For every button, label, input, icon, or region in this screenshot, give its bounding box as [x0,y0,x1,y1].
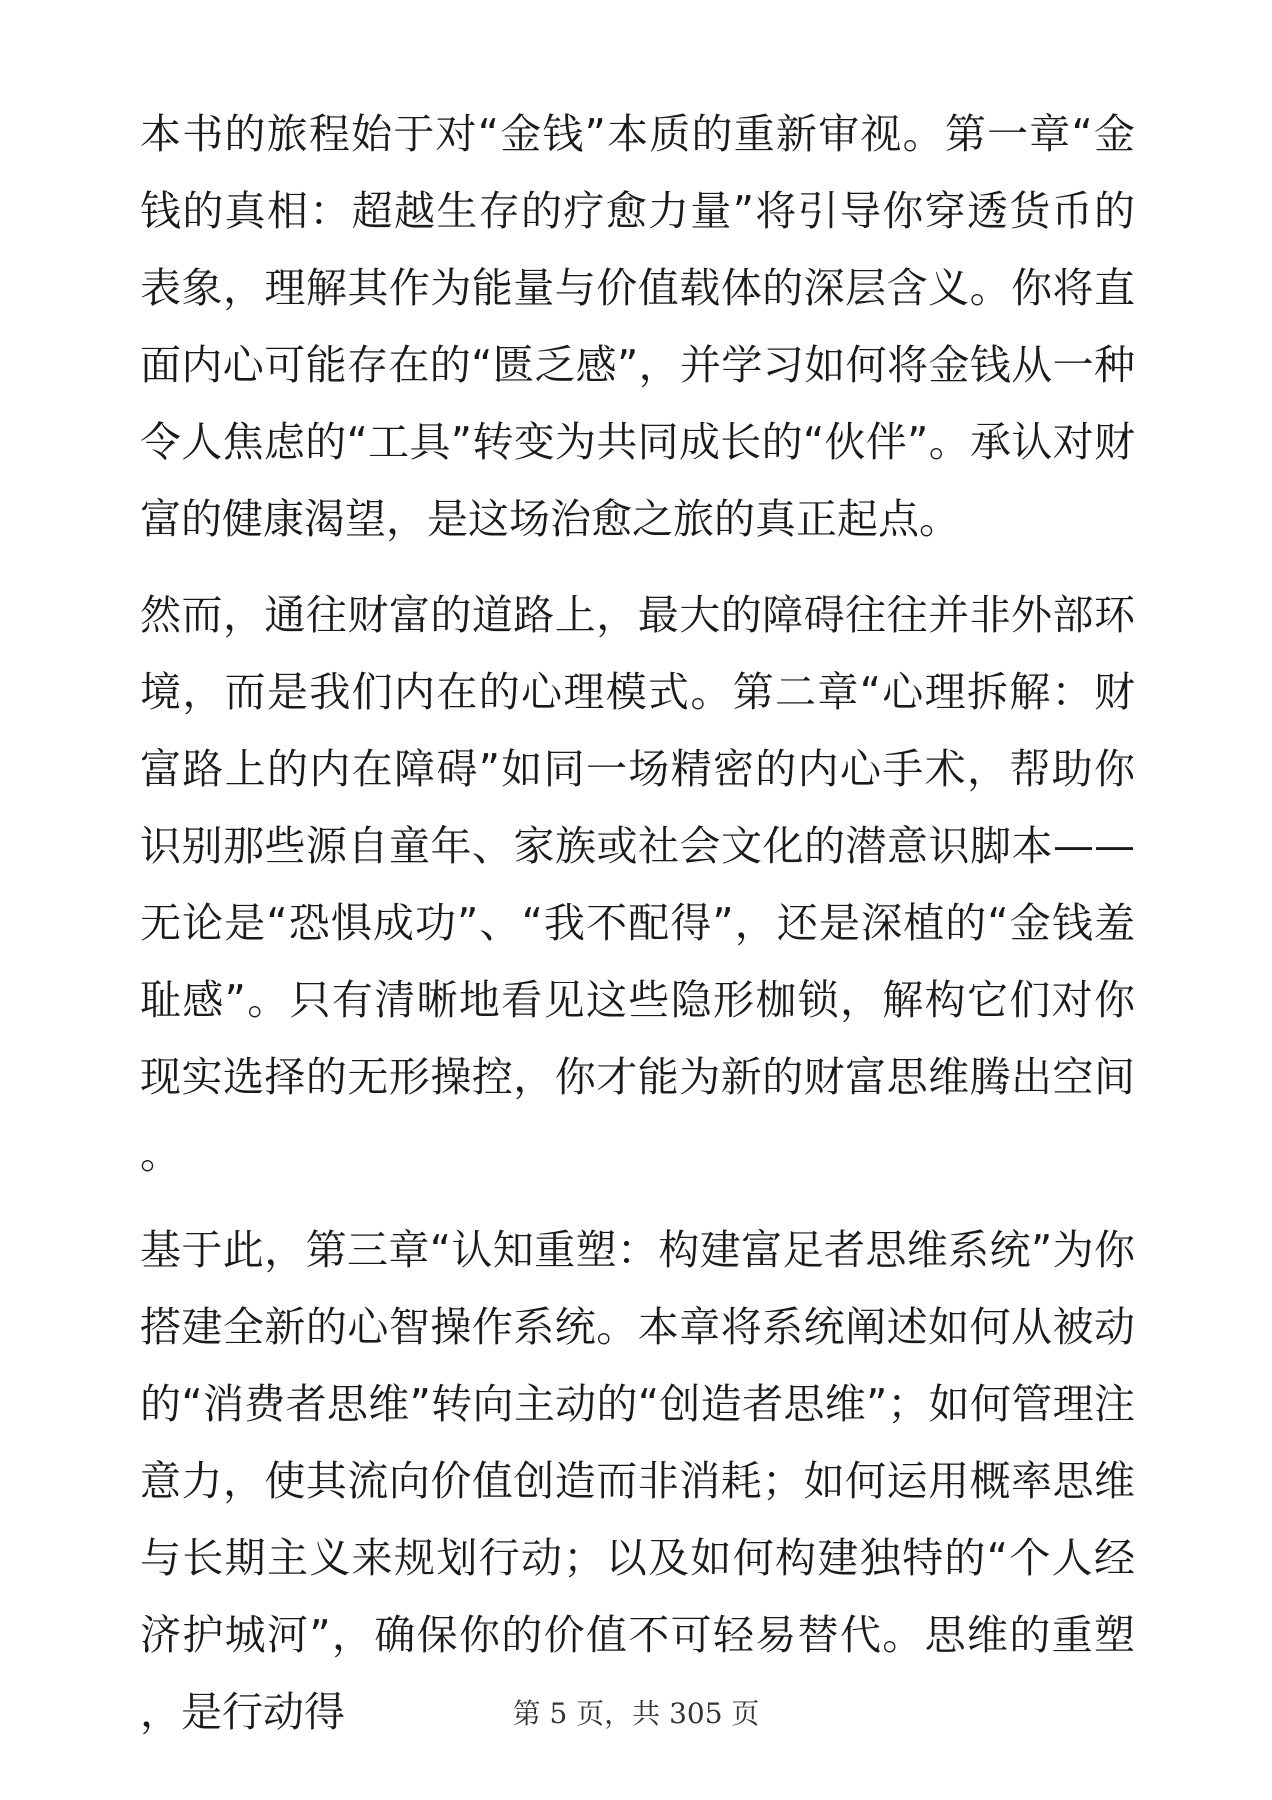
paragraph-3: 基于此，第三章“认知重塑：构建富足者思维系统”为你搭建全新的心智操作系统。本章将系统阐述如何从被动的“消费者思维”转向主动的“创造者思维”；如何管理注意力，使其流向价值创造而非消耗；如何运用概率思维与长期主义来规划行动；以及如何构建独特的“个人经济护城河”，确保你的价值不可轻易替代。思维的重塑，是行动得 [140,1226,1135,1736]
page-number-footer: 第 5 页，共 305 页 [512,1697,760,1730]
document-body [140,96,1135,1770]
paragraph-2: 然而，通往财富的道路上，最大的障碍往往并非外部环境，而是我们内在的心理模式。第二章“心理拆解：财富路上的内在障碍”如同一场精密的内心手术，帮助你识别那些源自童年、家族或社会文化的潜意识脚本——无论是“恐惧成功”、“我不配得”，还是深植的“金钱羞耻感”。只有清晰地看见这些隐形枷锁，解构它们对你现实选择的无形操控，你才能为新的财富思维腾出空间。 [140,591,1135,1178]
paragraph-1: 本书的旅程始于对“金钱”本质的重新审视。第一章“金钱的真相：超越生存的疗愈力量”将引导你穿透货币的表象，理解其作为能量与价值载体的深层含义。你将直面内心可能存在的“匮乏感”，并学习如何将金钱从一种令人焦虑的“工具”转变为共同成长的“伙伴”。承认对财富的健康渴望，是这场治愈之旅的真正起点。 [140,110,1135,543]
